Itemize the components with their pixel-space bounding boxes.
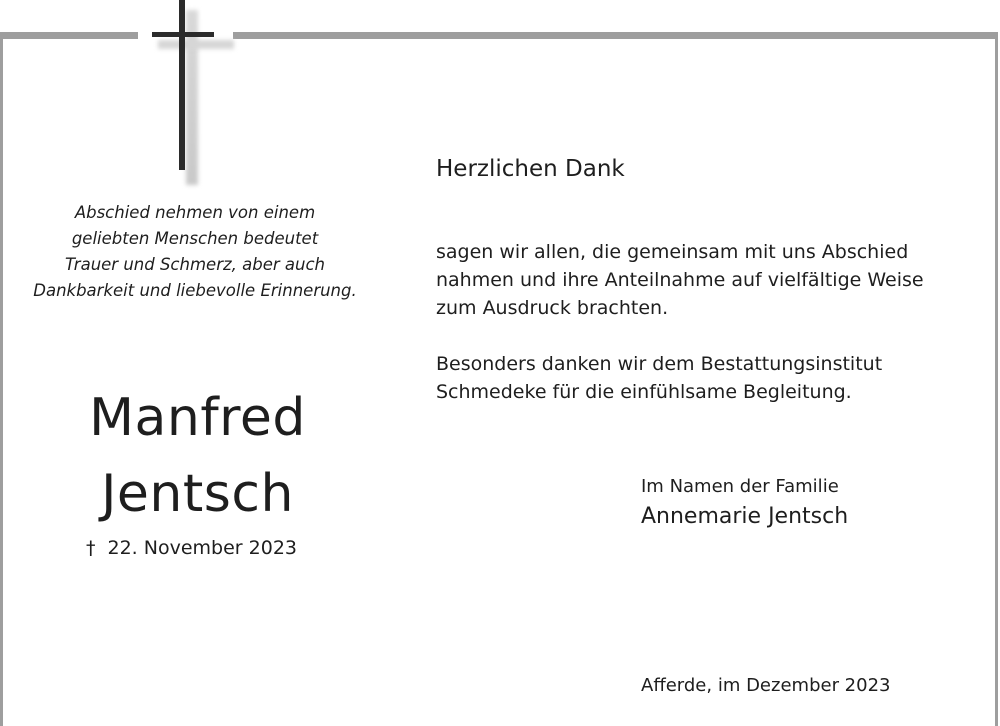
thanks-title: Herzlichen Dank [436, 156, 625, 182]
death-date: 22. November 2023 [107, 537, 297, 559]
deceased-last-name: Jentsch [101, 464, 294, 524]
paragraph-line: Schmedeke für die einfühlsame Begleitung. [436, 381, 852, 403]
cross-icon [150, 0, 240, 190]
deceased-name [40, 380, 355, 532]
quote-line: geliebten Menschen bedeutet [71, 229, 319, 248]
cross-horizontal-bar [152, 32, 214, 37]
paragraph-line: nahmen und ihre Anteilnahme auf vielfältige Weise [436, 269, 924, 291]
death-date-line [86, 537, 297, 559]
paragraph-line: Besonders danken wir dem Bestattungsinstitut [436, 353, 883, 375]
quote-line: Abschied nehmen von einem [74, 203, 316, 222]
signature-name: Annemarie Jentsch [641, 504, 849, 529]
place-date: Afferde, im Dezember 2023 [641, 675, 891, 696]
quote-line: Dankbarkeit und liebevolle Erinnerung. [33, 281, 357, 300]
cross-vertical-bar [179, 0, 185, 170]
signature-label: Im Namen der Familie [641, 476, 839, 497]
dagger-icon: † [86, 537, 96, 559]
cross-shadow-horizontal [158, 40, 234, 49]
thanks-paragraph-2 [436, 350, 956, 406]
quote-line: Trauer und Schmerz, aber auch [65, 255, 325, 274]
paragraph-line: zum Ausdruck brachten. [436, 297, 669, 319]
deceased-first-name: Manfred [89, 388, 306, 448]
memorial-quote [20, 200, 370, 304]
thanks-paragraph-1 [436, 238, 956, 322]
paragraph-line: sagen wir allen, die gemeinsam mit uns Abschied [436, 241, 909, 263]
